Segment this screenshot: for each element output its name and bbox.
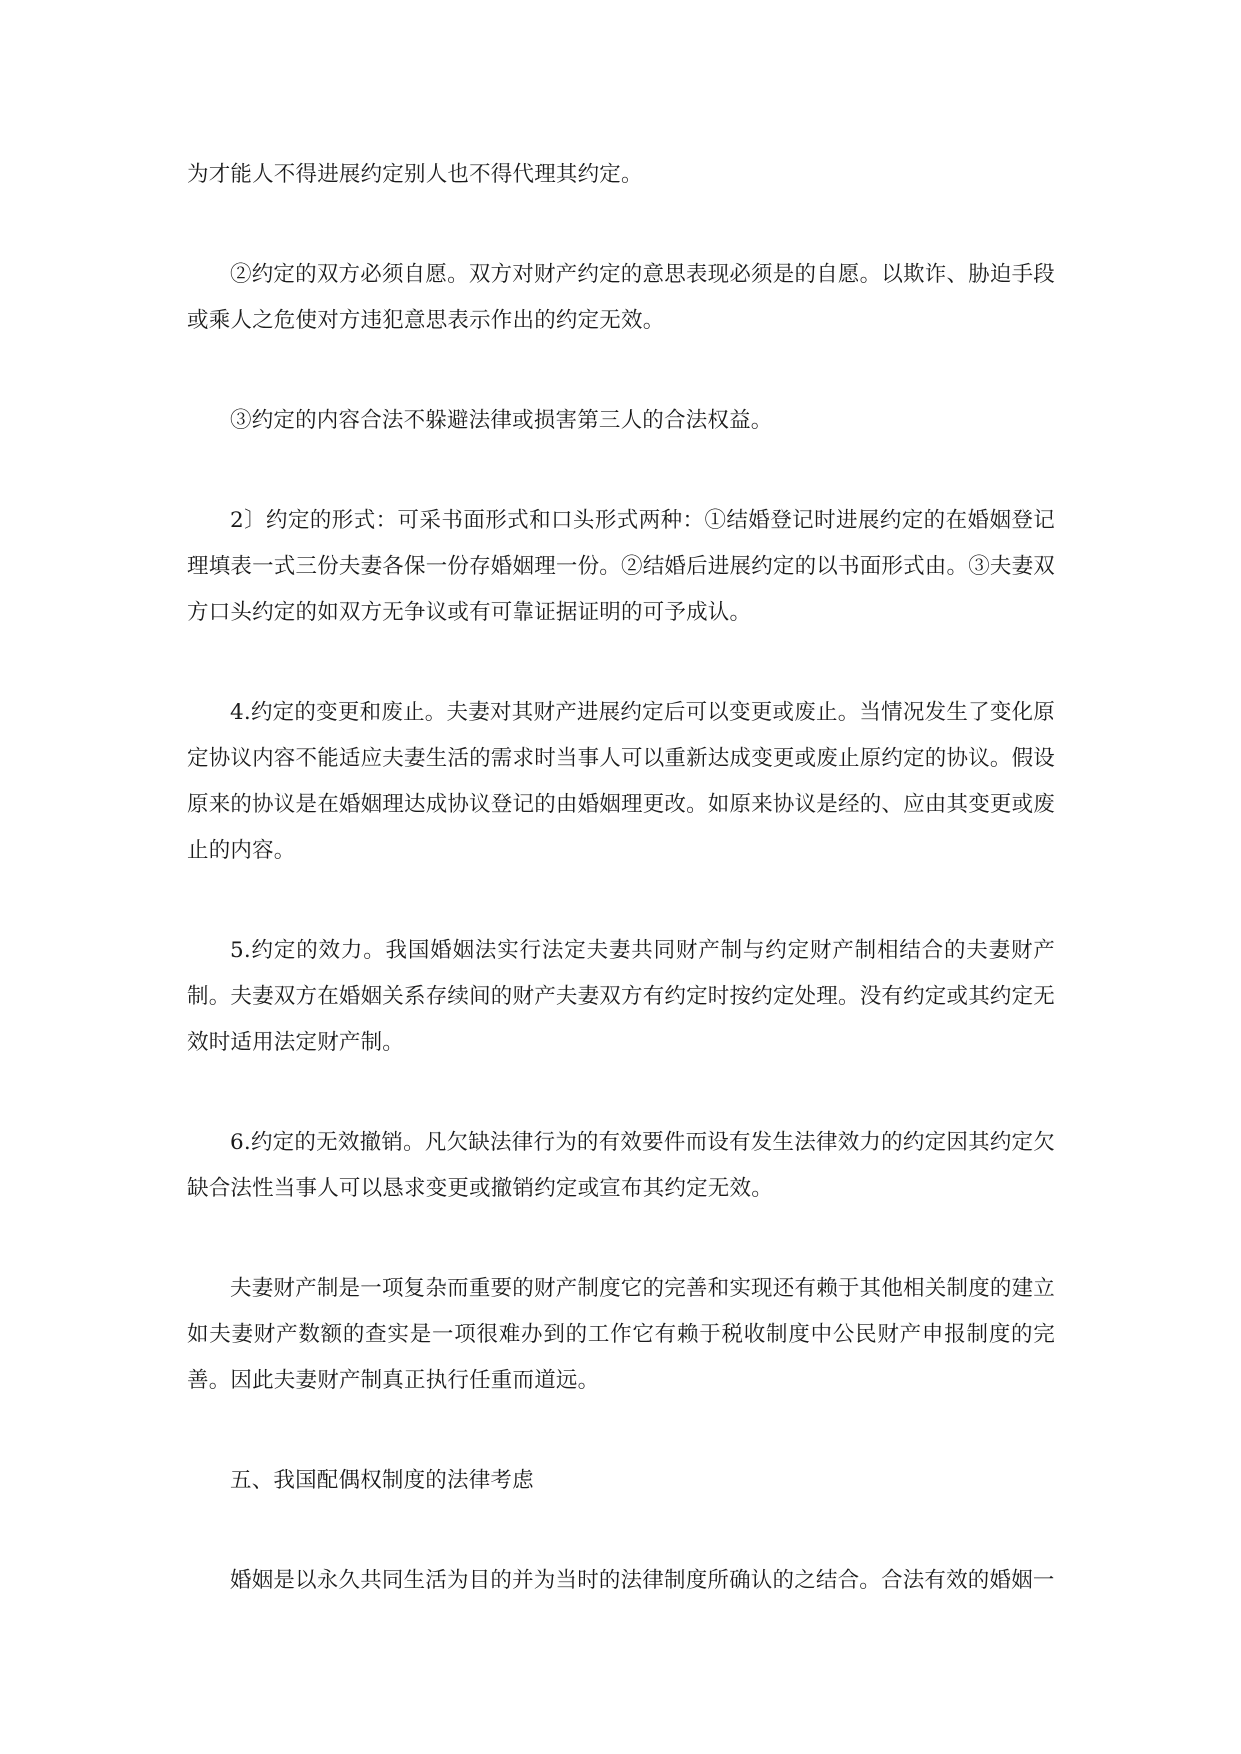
section-heading: 五、我国配偶权制度的法律考虑 xyxy=(230,1468,534,1493)
paragraph-gap xyxy=(187,874,1055,928)
paragraph-10: 婚姻是以永久共同生活为目的并为当时的法律制度所确认的之结合。合法有效的婚姻一 xyxy=(230,1568,1055,1593)
paragraph-5: 4.约定的变更和废止。夫妻对其财产进展约定后可以变更或废止。当情况发生了变化原定协议内容不能适应夫妻生活的需求时当事人可以重新达成变更或废止原约定的协议。假设原来的协议是在婚姻理达成协议登记的由婚姻理更改。如原来协议是经的、应由其变更或废止的内容。 xyxy=(187,700,1056,863)
paragraph-gap xyxy=(187,198,1055,252)
paragraph-gap xyxy=(187,1212,1055,1266)
paragraph-4: 2〕约定的形式：可采书面形式和口头形式两种：①结婚登记时进展约定的在婚姻登记理填表一式三份夫妻各保一份存婚姻理一份。②结婚后进展约定的以书面形式由。③夫妻双方口头约定的如双方无争议或有可靠证据证明的可予成认。 xyxy=(187,508,1056,625)
paragraph-gap xyxy=(187,1066,1055,1120)
document-body xyxy=(187,152,1055,1604)
paragraph-6: 5.约定的效力。我国婚姻法实行法定夫妻共同财产制与约定财产制相结合的夫妻财产制。夫妻双方在婚姻关系存续间的财产夫妻双方有约定时按约定处理。没有约定或其约定无效时适用法定财产制。 xyxy=(187,938,1056,1055)
paragraph-1: 为才能人不得进展约定别人也不得代理其约定。 xyxy=(187,162,643,187)
paragraph-7: 6.约定的无效撤销。凡欠缺法律行为的有效要件而设有发生法律效力的约定因其约定欠缺合法性当事人可以恳求变更或撤销约定或宣布其约定无效。 xyxy=(187,1130,1055,1201)
paragraph-gap xyxy=(187,1404,1055,1458)
paragraph-gap xyxy=(187,636,1055,690)
paragraph-gap xyxy=(187,344,1055,398)
paragraph-gap xyxy=(187,444,1055,498)
paragraph-3: ③约定的内容合法不躲避法律或损害第三人的合法权益。 xyxy=(230,408,773,433)
paragraph-gap xyxy=(187,1504,1055,1558)
paragraph-8: 夫妻财产制是一项复杂而重要的财产制度它的完善和实现还有赖于其他相关制度的建立如夫妻财产数额的查实是一项很难办到的工作它有赖于税收制度中公民财产申报制度的完善。因此夫妻财产制真正执行任重而道远。 xyxy=(187,1276,1055,1393)
paragraph-2: ②约定的双方必须自愿。双方对财产约定的意思表现必须是的自愿。以欺诈、胁迫手段或乘人之危使对方违犯意思表示作出的约定无效。 xyxy=(187,262,1055,333)
